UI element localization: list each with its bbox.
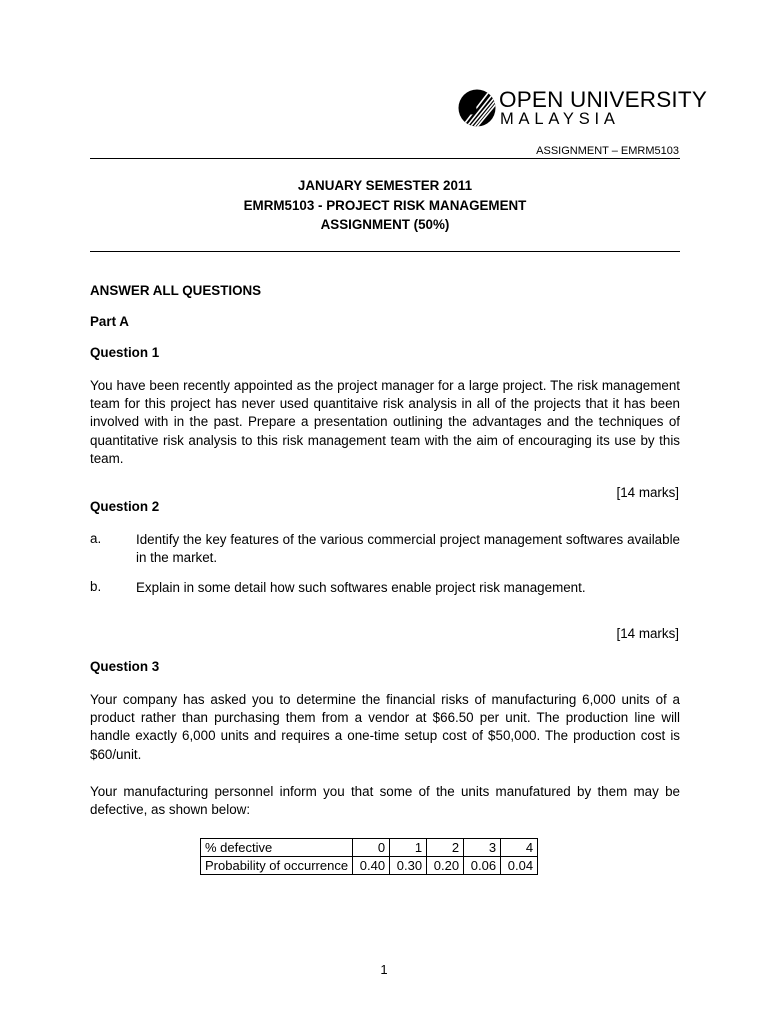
table-cell: 1	[390, 839, 427, 857]
page-number: 1	[380, 962, 388, 977]
table-cell: 4	[501, 839, 538, 857]
question3-text2: Your manufacturing personnel inform you that some of the units manufatured by them may be defective, as shown below:	[90, 784, 680, 818]
table-row	[201, 839, 538, 857]
table-cell: 0.20	[427, 857, 464, 875]
assignment-code: ASSIGNMENT – EMRM5103	[536, 145, 679, 157]
table-row	[201, 857, 538, 875]
question2-item-letter: a.	[90, 531, 102, 546]
question2-item-text: Identify the key features of the various commercial project management softwares available in the market.	[136, 532, 680, 565]
oum-emblem-icon	[458, 89, 496, 127]
logo-line1: OPEN UNIVERSITY	[499, 87, 708, 112]
table-row-label: % defective	[201, 839, 353, 857]
table-cell: 0.04	[501, 857, 538, 875]
question1-text: You have been recently appointed as the project manager for a large project. The risk management team for this project has never used quantitaive risk analysis in all of the projects that it has been involved with in the past. Prepare a presentation outlining the advantages and the techniques of quantitative risk analysis to this risk management team with the aim of encouraging its use by this team.	[90, 378, 680, 466]
document-title	[90, 176, 680, 235]
title-assignment: ASSIGNMENT (50%)	[320, 217, 450, 232]
defect-probability-table	[200, 838, 538, 875]
table-cell: 0	[353, 839, 390, 857]
question1-title: Question 1	[90, 345, 160, 360]
question2-marks: [14 marks]	[616, 626, 679, 641]
question1-marks: [14 marks]	[616, 485, 679, 500]
title-divider	[90, 251, 680, 252]
logo-line2: MALAYSIA	[500, 110, 620, 128]
question2-item-text: Explain in some detail how such softwares enable project risk management.	[136, 580, 586, 595]
question2-item-letter: b.	[90, 579, 102, 594]
table-row-label: Probability of occurrence	[201, 857, 353, 875]
question3-text1: Your company has asked you to determine the financial risks of manufacturing 6,000 units of a product rather than purchasing them from a vendor at $66.50 per unit. The production line will handle exactly 6,000 units and requires a one-time setup cost of $50,000. The production cost is $60/unit.	[90, 692, 680, 762]
question3-title: Question 3	[90, 659, 160, 674]
title-semester: JANUARY SEMESTER 2011	[297, 178, 473, 193]
table-cell: 3	[464, 839, 501, 857]
table-cell: 0.06	[464, 857, 501, 875]
table-cell: 0.40	[353, 857, 390, 875]
header-divider	[90, 158, 680, 159]
table-cell: 2	[427, 839, 464, 857]
table-cell: 0.30	[390, 857, 427, 875]
university-logo	[458, 87, 708, 136]
title-course: EMRM5103 - PROJECT RISK MANAGEMENT	[243, 197, 527, 213]
part-label: Part A	[90, 314, 129, 329]
question2-title: Question 2	[90, 499, 160, 514]
instructions: ANSWER ALL QUESTIONS	[90, 283, 262, 298]
